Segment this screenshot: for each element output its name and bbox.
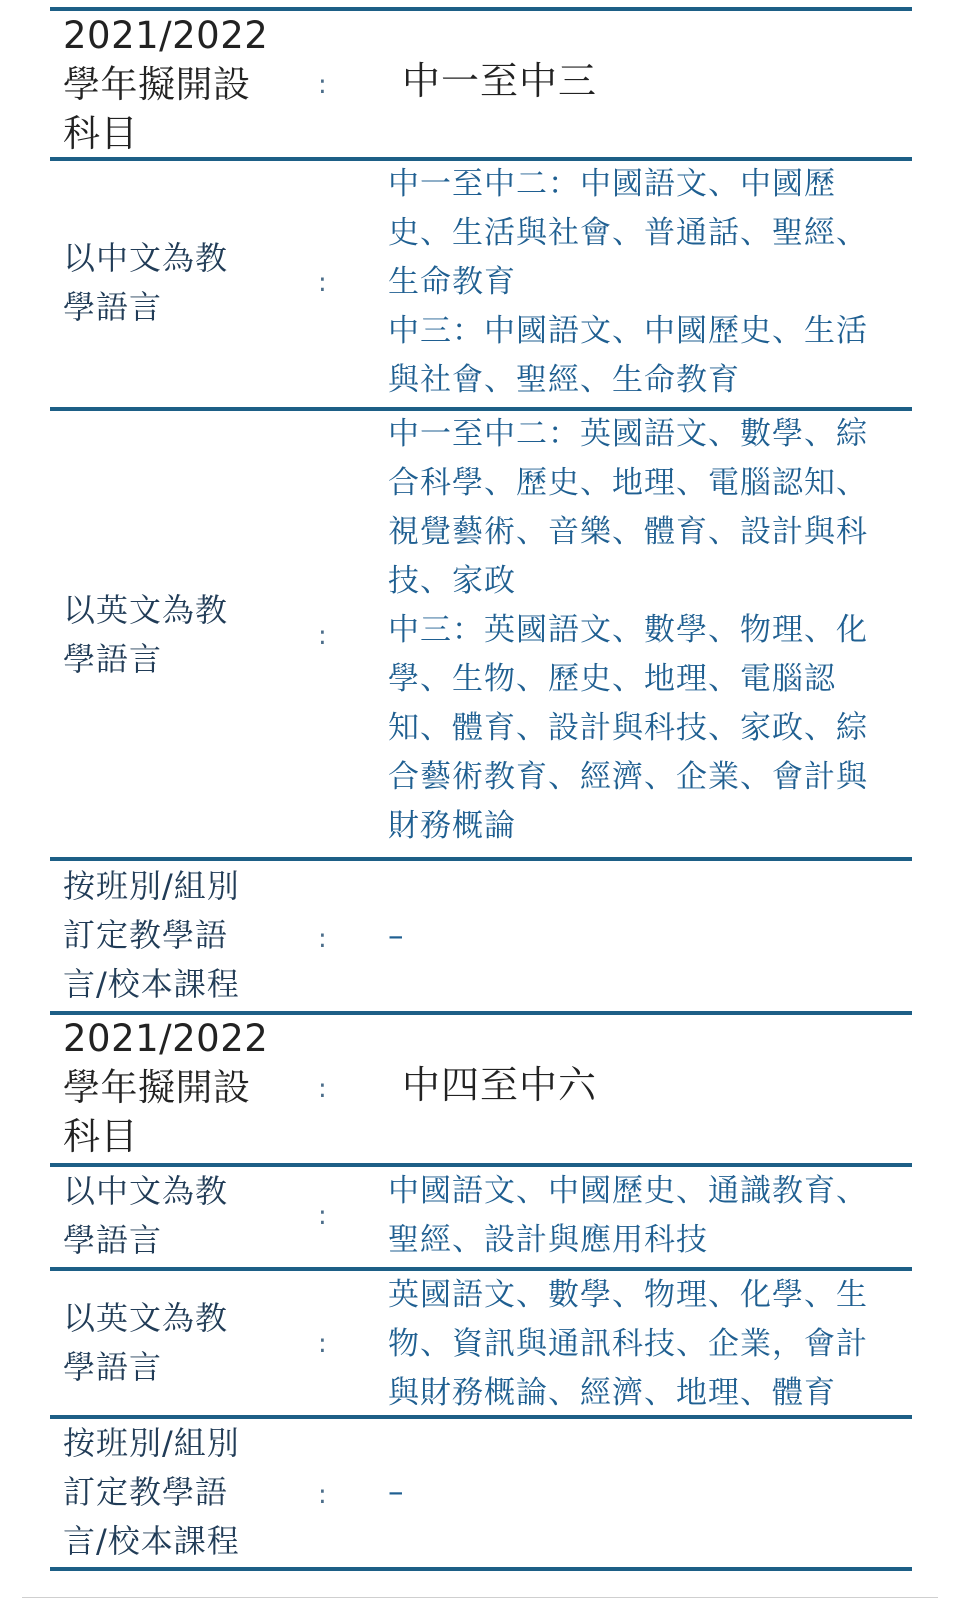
english-medium-colon: : bbox=[318, 1329, 327, 1359]
label-line: 按班別/組別 bbox=[63, 1424, 240, 1462]
label-line: 訂定教學語 bbox=[63, 1473, 229, 1511]
label-line: 訂定教學語 bbox=[63, 916, 229, 954]
class-group-label bbox=[63, 862, 293, 1009]
subject-line: 中一至中二：英國語文、數學、綜 bbox=[388, 416, 868, 452]
subject-line: 英國語文、數學、物理、化學、生 bbox=[388, 1277, 868, 1313]
class-group-colon: : bbox=[318, 924, 327, 954]
label-line: 以中文為教 bbox=[63, 239, 229, 277]
subject-line: 合科學、歷史、地理、電腦認知、 bbox=[388, 465, 868, 501]
label-line: 以英文為教 bbox=[63, 591, 229, 629]
english-medium-subjects bbox=[388, 410, 912, 851]
subject-line: 史、生活與社會、普通話、聖經、 bbox=[388, 215, 868, 251]
chinese-medium-label bbox=[63, 1167, 293, 1265]
label-line: 以中文為教 bbox=[63, 1172, 229, 1210]
class-group-value bbox=[388, 912, 912, 961]
label-line: 言/校本課程 bbox=[63, 1522, 240, 1560]
header-label-line: 2021/2022 bbox=[63, 14, 269, 57]
subject-line: 中三：中國語文、中國歷史、生活 bbox=[388, 313, 868, 349]
page-edge-line bbox=[22, 1597, 938, 1598]
chinese-medium-colon: : bbox=[318, 268, 327, 298]
subject-line: 視覺藝術、音樂、體育、設計與科 bbox=[388, 514, 868, 550]
label-line: 學語言 bbox=[63, 1221, 163, 1259]
subject-line: 合藝術教育、經濟、企業、會計與 bbox=[388, 759, 868, 795]
dash-value: – bbox=[388, 1474, 405, 1510]
english-medium-colon: : bbox=[318, 621, 327, 651]
section-2-header-value bbox=[402, 1061, 926, 1110]
subject-line: 生命教育 bbox=[388, 264, 516, 300]
label-line: 學語言 bbox=[63, 288, 163, 326]
header-label-line: 科目 bbox=[63, 1115, 138, 1158]
section-1-header-label bbox=[63, 11, 293, 158]
class-group-label bbox=[63, 1419, 293, 1566]
section-2-header-colon: : bbox=[318, 1074, 327, 1104]
english-medium-label bbox=[63, 1294, 293, 1392]
label-line: 學語言 bbox=[63, 640, 163, 678]
class-group-colon: : bbox=[318, 1480, 327, 1510]
subject-line: 中三：英國語文、數學、物理、化 bbox=[388, 612, 868, 648]
subject-line: 技、家政 bbox=[388, 563, 516, 599]
label-line: 學語言 bbox=[63, 1348, 163, 1386]
class-group-value bbox=[388, 1468, 912, 1517]
grade-range: 中一至中三 bbox=[402, 59, 598, 103]
header-label-line: 2021/2022 bbox=[63, 1017, 269, 1060]
row-divider bbox=[50, 857, 912, 861]
label-line: 以英文為教 bbox=[63, 1299, 229, 1337]
english-medium-label bbox=[63, 586, 293, 684]
section-1-header-value bbox=[402, 57, 926, 106]
subject-line: 與財務概論、經濟、地理、體育 bbox=[388, 1375, 836, 1411]
header-label-line: 科目 bbox=[63, 112, 138, 155]
subject-line: 學、生物、歷史、地理、電腦認 bbox=[388, 661, 836, 697]
header-label-line: 學年擬開設 bbox=[63, 1066, 251, 1109]
subject-line: 聖經、設計與應用科技 bbox=[388, 1222, 708, 1258]
header-label-line: 學年擬開設 bbox=[63, 63, 251, 106]
label-line: 按班別/組別 bbox=[63, 867, 240, 905]
chinese-medium-label bbox=[63, 234, 293, 332]
subject-line: 財務概論 bbox=[388, 808, 516, 844]
grade-range: 中四至中六 bbox=[402, 1063, 598, 1107]
chinese-medium-subjects bbox=[388, 160, 912, 405]
dash-value: – bbox=[388, 918, 405, 954]
subject-line: 物、資訊與通訊科技、企業，會計 bbox=[388, 1326, 868, 1362]
subject-line: 中一至中二：中國語文、中國歷 bbox=[388, 166, 836, 202]
subject-line: 中國語文、中國歷史、通識教育、 bbox=[388, 1173, 868, 1209]
english-medium-subjects bbox=[388, 1271, 912, 1418]
label-line: 言/校本課程 bbox=[63, 965, 240, 1003]
subject-line: 知、體育、設計與科技、家政、綜 bbox=[388, 710, 868, 746]
section-2-header-label bbox=[63, 1014, 293, 1161]
chinese-medium-subjects bbox=[388, 1167, 912, 1265]
table-bottom-rule bbox=[50, 1567, 912, 1571]
section-1-header-colon: : bbox=[318, 70, 327, 100]
chinese-medium-colon: : bbox=[318, 1201, 327, 1231]
subject-line: 與社會、聖經、生命教育 bbox=[388, 362, 740, 398]
